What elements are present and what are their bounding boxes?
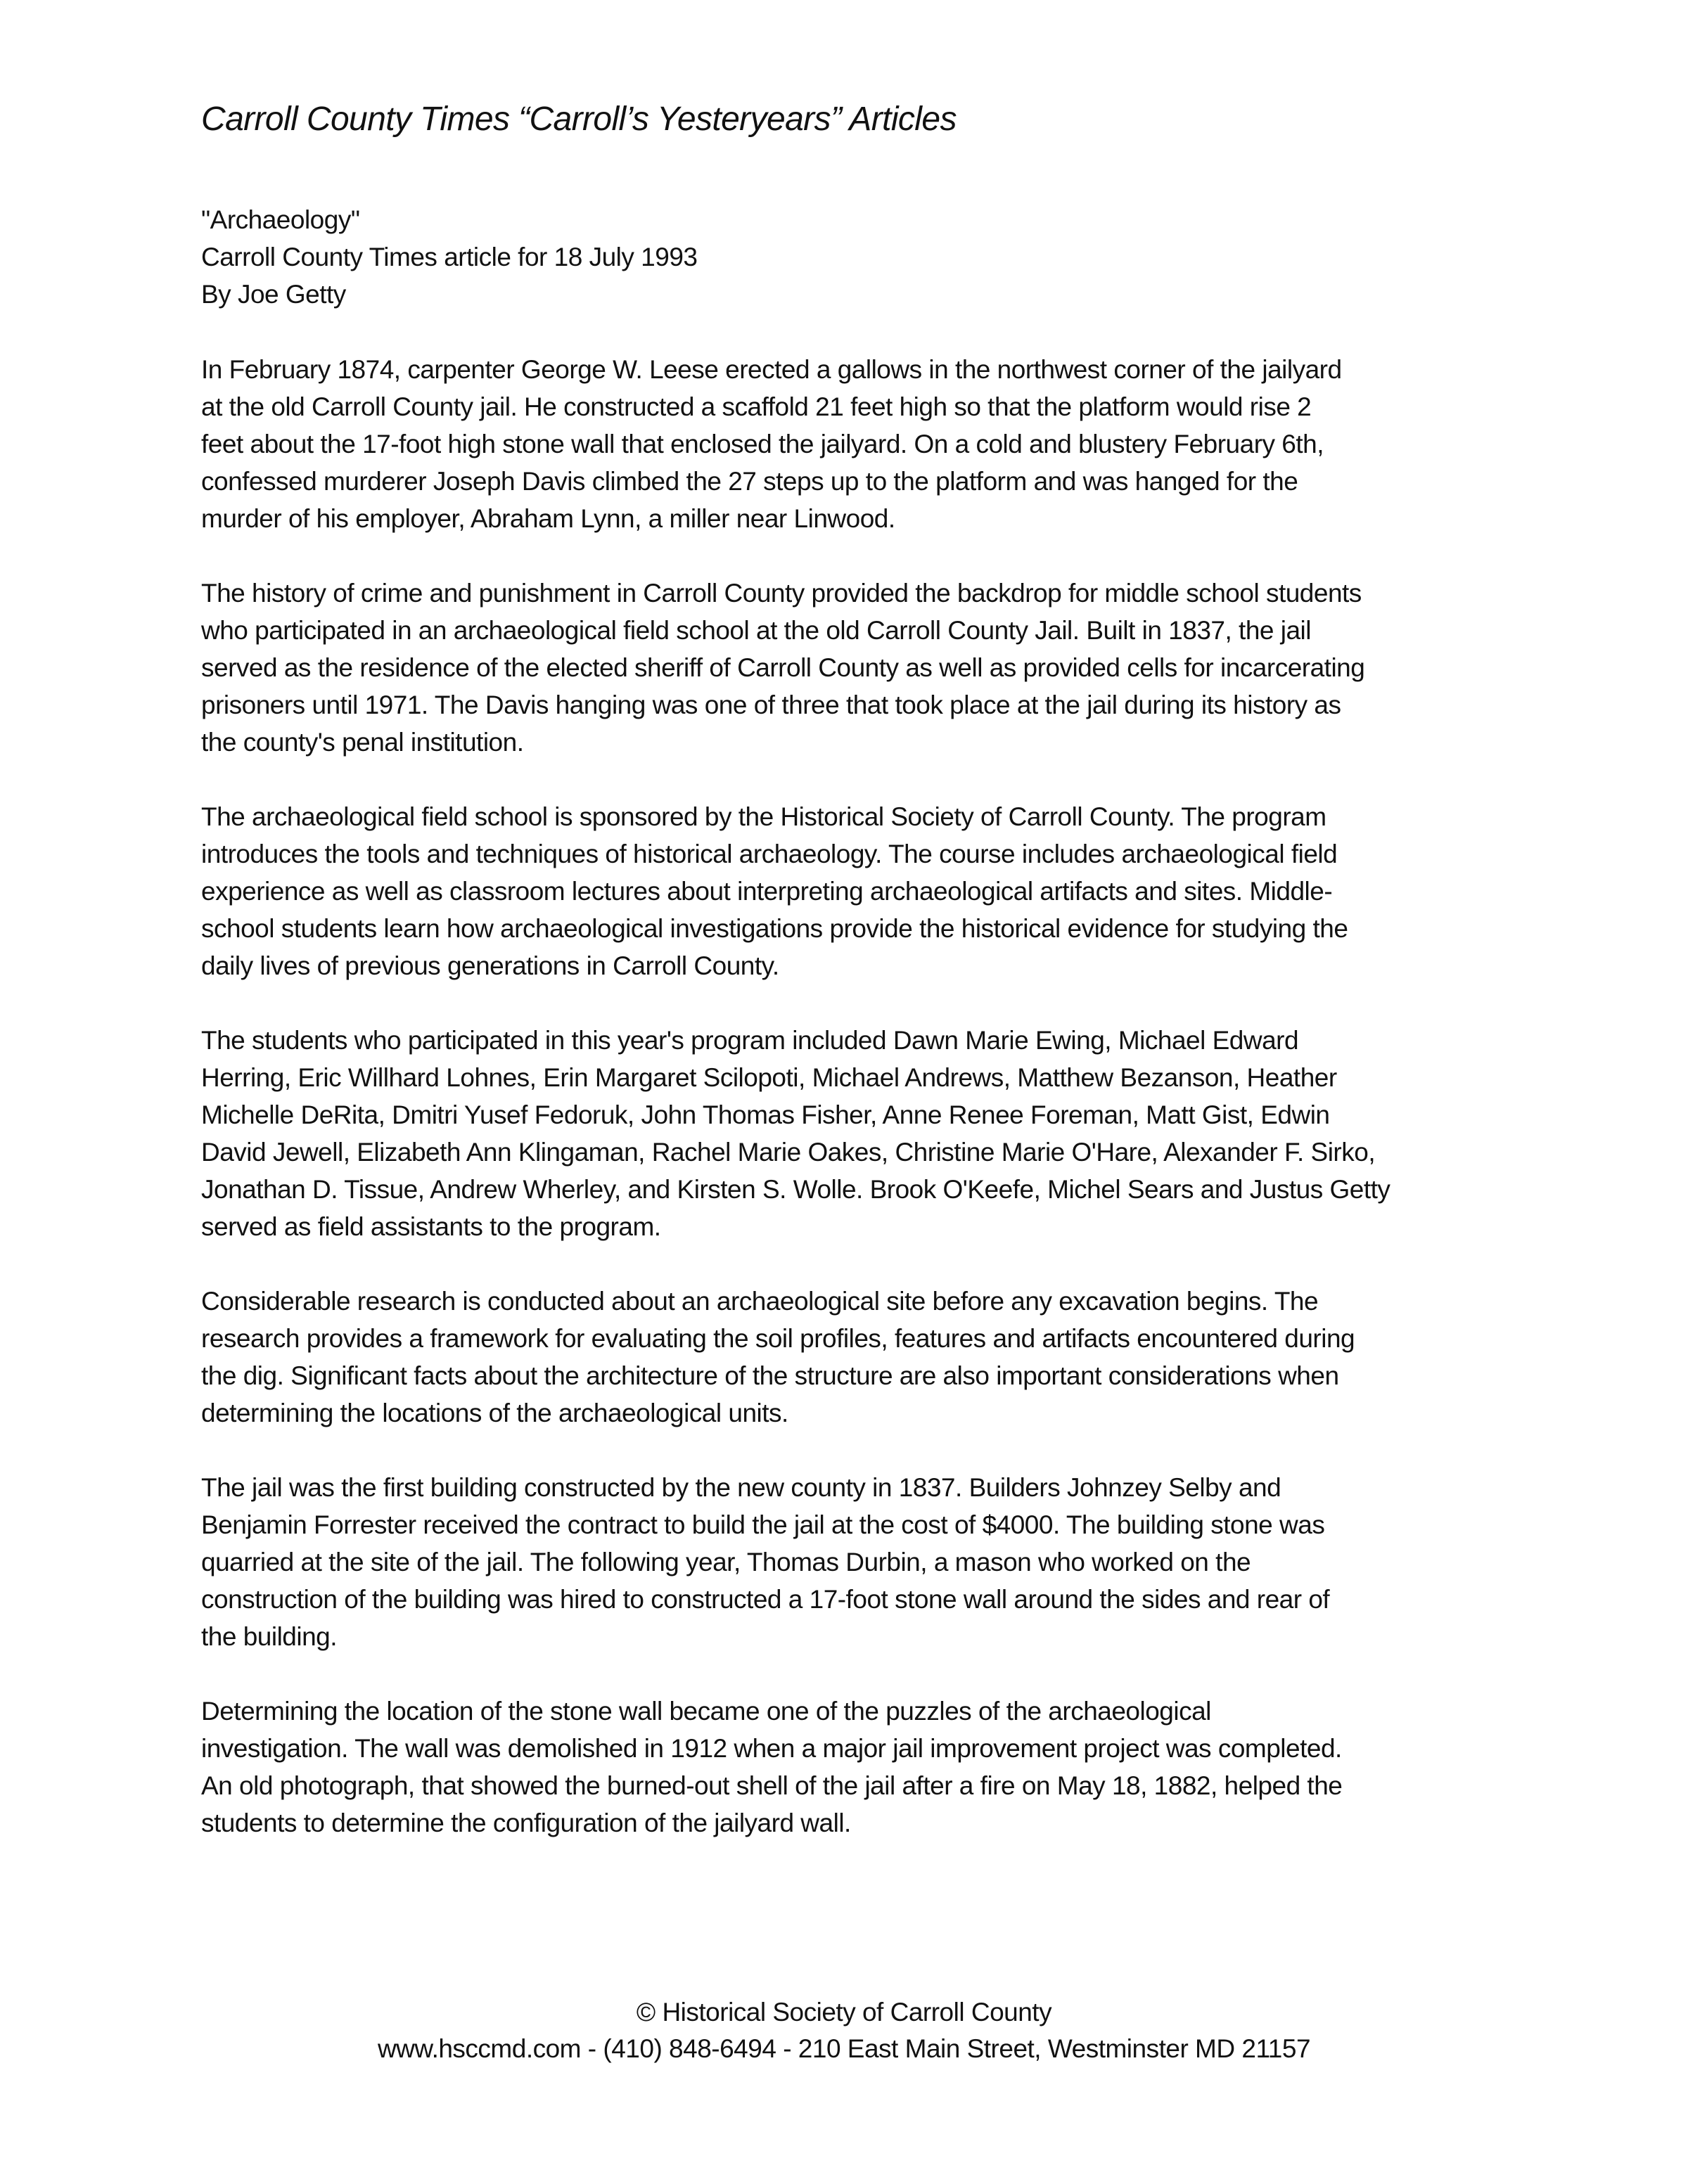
paragraph-line: The history of crime and punishment in Carroll County provided the backdrop for middle school students <box>201 579 1362 608</box>
paragraph-line: confessed murderer Joseph Davis climbed the 27 steps up to the platform and was hanged for the <box>201 467 1298 496</box>
paragraph-line: murder of his employer, Abraham Lynn, a miller near Linwood. <box>201 504 895 533</box>
paragraph-line: feet about the 17-foot high stone wall that enclosed the jailyard. On a cold and blustery February 6th, <box>201 430 1324 458</box>
paragraph-line: Jonathan D. Tissue, Andrew Wherley, and Kirsten S. Wolle. Brook O'Keefe, Michel Sears and Justus Getty <box>201 1175 1390 1204</box>
article-paragraph <box>201 798 1348 984</box>
paragraph-line: who participated in an archaeological field school at the old Carroll County Jail. Built in 1837, the jail <box>201 616 1311 645</box>
article-dateline: Carroll County Times article for 18 July 1993 <box>201 243 698 271</box>
paragraph-line: served as field assistants to the program. <box>201 1212 661 1241</box>
paragraph-line: determining the locations of the archaeological units. <box>201 1399 788 1427</box>
article-paragraph <box>201 1469 1329 1655</box>
paragraph-line: introduces the tools and techniques of historical archaeology. The course includes archaeological field <box>201 840 1338 868</box>
paragraph-line: research provides a framework for evaluating the soil profiles, features and artifacts encountered during <box>201 1324 1355 1353</box>
footer-contact: www.hsccmd.com - (410) 848-6494 - 210 East Main Street, Westminster MD 21157 <box>377 2034 1311 2063</box>
paragraph-line: Michelle DeRita, Dmitri Yusef Fedoruk, John Thomas Fisher, Anne Renee Foreman, Matt Gist, Edwin <box>201 1100 1330 1129</box>
paragraph-line: construction of the building was hired to constructed a 17-foot stone wall around the sides and rear of <box>201 1585 1330 1614</box>
paragraph-line: the county's penal institution. <box>201 728 524 757</box>
paragraph-line: quarried at the site of the jail. The following year, Thomas Durbin, a mason who worked on the <box>201 1548 1251 1576</box>
article-meta <box>201 201 697 313</box>
paragraph-line: students to determine the configuration of the jailyard wall. <box>201 1809 851 1837</box>
paragraph-line: the building. <box>201 1622 338 1651</box>
article-paragraph <box>201 351 1342 537</box>
paragraph-line: at the old Carroll County jail. He constructed a scaffold 21 feet high so that the platform would rise 2 <box>201 392 1312 421</box>
article-paragraph <box>201 1283 1355 1432</box>
paragraph-line: experience as well as classroom lectures about interpreting archaeological artifacts and sites. Middle- <box>201 877 1333 906</box>
footer-copyright: © Historical Society of Carroll County <box>636 1998 1052 2026</box>
paragraph-line: daily lives of previous generations in Carroll County. <box>201 951 779 980</box>
page-title: Carroll County Times “Carroll’s Yesteryears” Articles <box>201 101 957 138</box>
paragraph-line: David Jewell, Elizabeth Ann Klingaman, Rachel Marie Oakes, Christine Marie O'Hare, Alexander F. Sirko, <box>201 1138 1376 1167</box>
paragraph-line: The students who participated in this year's program included Dawn Marie Ewing, Michael Edward <box>201 1026 1299 1055</box>
paragraph-line: investigation. The wall was demolished in 1912 when a major jail improvement project was completed. <box>201 1734 1342 1763</box>
article-paragraph <box>201 574 1364 761</box>
paragraph-line: Benjamin Forrester received the contract to build the jail at the cost of $4000. The building stone was <box>201 1510 1325 1539</box>
paragraph-line: the dig. Significant facts about the architecture of the structure are also important considerations when <box>201 1361 1339 1390</box>
paragraph-line: served as the residence of the elected sheriff of Carroll County as well as provided cells for incarcerating <box>201 653 1365 682</box>
article-paragraph <box>201 1692 1342 1842</box>
paragraph-line: An old photograph, that showed the burned-out shell of the jail after a fire on May 18, 1882, helped the <box>201 1771 1343 1800</box>
footer <box>0 1994 1688 2067</box>
paragraph-line: school students learn how archaeological investigations provide the historical evidence for studying the <box>201 914 1348 943</box>
article-headline: "Archaeology" <box>201 205 360 234</box>
paragraph-line: The archaeological field school is sponsored by the Historical Society of Carroll County. The program <box>201 802 1326 831</box>
paragraph-line: prisoners until 1971. The Davis hanging was one of three that took place at the jail during its history as <box>201 690 1341 719</box>
paragraph-line: Determining the location of the stone wall became one of the puzzles of the archaeological <box>201 1697 1211 1726</box>
article-paragraph <box>201 1022 1390 1245</box>
paragraph-line: In February 1874, carpenter George W. Leese erected a gallows in the northwest corner of the jailyard <box>201 355 1342 384</box>
paragraph-line: The jail was the first building constructed by the new county in 1837. Builders Johnzey Selby and <box>201 1473 1281 1502</box>
article-byline: By Joe Getty <box>201 280 346 309</box>
paragraph-line: Herring, Eric Willhard Lohnes, Erin Margaret Scilopoti, Michael Andrews, Matthew Bezanson, Heather <box>201 1063 1337 1092</box>
paragraph-line: Considerable research is conducted about an archaeological site before any excavation begins. The <box>201 1287 1319 1316</box>
